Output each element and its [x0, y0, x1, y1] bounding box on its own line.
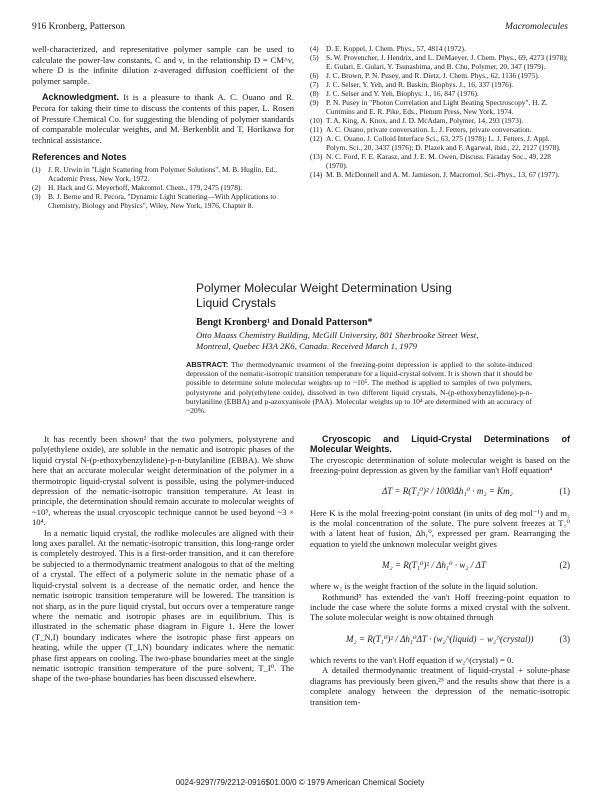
reference-text: P. N. Pusey in "Photon Correlation and Light Beating Spectroscopy", H. Z. Cummins and E. R. Pike, Eds., Plenum Press, New York, 1974. — [326, 98, 548, 116]
title-line-1: Polymer Molecular Weight Determination Using — [196, 281, 452, 295]
page-footer: 0024-9297/79/2212-0916$01.00/0 © 1979 American Chemical Society — [175, 778, 425, 787]
body-paragraph: The cryoscopic determination of solute molecular weight is based on the freezing-point depression as given by the familiar van't Hoff equation⁴ — [310, 454, 570, 476]
reference-item — [310, 44, 570, 53]
page-number-authors: 916 Kronberg, Patterson — [32, 22, 125, 32]
reference-item — [310, 80, 570, 89]
reference-number: (7) — [310, 80, 319, 89]
abstract — [186, 360, 532, 415]
authors: Bengt Kronberg¹ and Donald Patterson* — [196, 317, 373, 328]
reference-item — [310, 116, 570, 125]
running-header — [32, 22, 568, 36]
equation-3 — [310, 625, 570, 653]
reference-item — [310, 125, 570, 134]
body-paragraph: Here K is the molal freezing-point constant (in units of deg mol⁻¹) and m₂ is the molal concentration of the solute. The pure solvent freezes at T₁⁰ with a latent heat of fusion, Δh₁⁰, expressed per gram. Rearranging the equation to yield the unknown molecular weight gives — [310, 507, 570, 549]
carryover-text: well-characterized, and representative polymer sample can be used to calculate the power-law constants, C and ν, in the relationship D = CM^ν, where D is the infinite dilution z-averaged diffusion coefficient of the polymer sample. — [32, 44, 294, 86]
journal-name: Macromolecules — [505, 22, 568, 32]
reference-number: (1) — [32, 164, 41, 174]
acknowledgment — [32, 92, 294, 145]
reference-item — [310, 98, 570, 116]
ack-heading: Acknowledgment. — [42, 92, 120, 103]
reference-text: J. C. Selser, Y. Yeh, and R. Baskin, Biophys. J., 16, 337 (1976). — [326, 80, 514, 89]
reference-text: J. R. Urwin in "Light Scattering from Polymer Solutions", M. B. Huglin, Ed., Academic Press, New York, 1972. — [48, 164, 277, 183]
reference-number: (10) — [310, 116, 323, 125]
reference-number: (4) — [310, 44, 319, 53]
reference-text: T. A. King, A. Knox, and J. D. McAdam, Polymer, 14, 293 (1973). — [326, 116, 524, 125]
reference-text: A. C. Ouano, private conversation. L. J. Fetters, private conversation. — [326, 125, 532, 134]
reference-number: (8) — [310, 89, 319, 98]
reference-item — [310, 89, 570, 98]
reference-text: S. W. Provencher, J. Hendrix, and L. DeMaeyer, J. Chem. Phys., 69, 4273 (1978); E. Gulari, E. Gulari, Y. Tsunashima, and B. Chu, Polymer, 20, 347 (1979). — [326, 53, 568, 71]
reference-number: (2) — [32, 182, 41, 192]
reference-item — [310, 134, 570, 152]
top-left-column — [32, 44, 294, 210]
top-right-column — [310, 44, 570, 179]
reference-item — [32, 183, 294, 192]
equation-2 — [310, 551, 570, 579]
reference-number: (13) — [310, 152, 323, 161]
abstract-text: The thermodynamic treatment of the freezing-point depression is applied to the solute-induced depression of the nematic-isotropic transition temperature for a liquid-crystal solvent. It is shown that it should be possible to determine solute molecular weights up to ~10⁵. The method is applied to samples of two polymers, polystyrene and poly(ethylene oxide), dissolved in two different liquid crystals, N-(p-ethoxybenzylidene)-p-n-butylaniline (EBBA) and p-azoxyanisole (PAA). Molecular weights up to 10⁴ are determined with an accuracy of ~20%. — [186, 360, 533, 416]
equation-2-math: M₂ = R(T₁⁰)² / Δh₁⁰ · w₂ / ΔT — [382, 560, 486, 571]
reference-text: J. C. Selser and Y. Yeh, Biophys. J., 16, 847 (1976). — [326, 89, 479, 98]
body-paragraph: Rothmund⁵ has extended the van't Hoff freezing-point equation to include the case where the solute forms a mixed crystal with the solvent. The solute molecular weight is now obtained through — [310, 591, 570, 623]
reference-number: (3) — [32, 191, 41, 201]
reference-text: N. C. Ford, F. E. Karasz, and J. E. M. Owen, Discuss. Faraday Soc., 49, 228 (1970). — [326, 152, 552, 170]
reference-number: (6) — [310, 71, 319, 80]
body-paragraph: which reverts to the van't Hoff equation if w₂^(crystal) = 0. — [310, 654, 514, 665]
equation-1 — [310, 478, 570, 506]
body-paragraph: A detailed thermodynamic treatment of liquid-crystal + solute-phase diagrams has previously been given,²⁵ and the results show that there is a complete analogy between the depression of the nematic-isotropic transition tem- — [310, 665, 570, 707]
reference-text: D. E. Koppel, J. Chem. Phys., 57, 4814 (1972). — [326, 44, 466, 53]
body-right-column — [310, 434, 570, 707]
reference-item — [310, 170, 570, 179]
equation-3-number: (3) — [559, 633, 570, 644]
reference-text: B. J. Berne and R. Pecora, "Dynamic Light Scattering—With Applications to Chemistry, Biology and Physics", Wiley, New York, 1976, Chapter 8. — [48, 191, 277, 210]
references-left — [32, 165, 294, 210]
reference-number: (14) — [310, 170, 323, 179]
reference-text: J. C. Brown, P. N. Pusey, and R. Dietz, J. Chem. Phys., 62, 1136 (1975). — [326, 71, 540, 80]
reference-number: (12) — [310, 134, 323, 143]
body-paragraph: It has recently been shown² that the two polymers, polystyrene and poly(ethylene oxide), are soluble in the nematic and isotropic phases of the liquid crystal N-(p-ethoxybenzylidene)-p-n-butylaniline (EBBA). We show here that an accurate molecular weight determination of the polymer in a thermotropic liquid-crystal solvent is possible, using the polymer-induced depression of the nematic-isotropic transition temperature. At least in principle, the determination should remain accurate to molecular weights of ~10⁵, whereas the usual cryoscopic technique cannot be used beyond ~3 × 10⁴. — [32, 434, 294, 528]
equation-1-number: (1) — [559, 486, 570, 497]
body-left-column — [32, 434, 294, 684]
affil-line-1: Otto Maass Chemistry Building, McGill University, 801 Sherbrooke Street West, — [196, 330, 479, 340]
reference-item — [32, 165, 294, 183]
affil-line-2: Montreal, Quebec H3A 2K6, Canada. Received March 1, 1979 — [196, 341, 418, 351]
reference-number: (11) — [310, 125, 323, 134]
equation-3-math: M₂ = R(T₁⁰)² / Δh₁⁰ΔT · (w₂^(liquid) − w₂^(crystal)) — [346, 633, 534, 644]
ack-text: It is a pleasure to thank A. C. Ouano and R. Pecora for taking their time to discuss the contents of this paper, L. Rosen of Pressure Chemical Co. for suggesting the blending of polymer standards of comparable molecular weights, and M. Berkenblit and T. Horikawa for technical assistance. — [32, 92, 294, 145]
reference-text: H. Hack and G. Meyerhoff, Makromol. Chem., 179, 2475 (1978). — [48, 182, 243, 192]
equation-2-number: (2) — [559, 560, 570, 571]
article-title — [196, 281, 516, 311]
affiliation — [196, 330, 536, 352]
body-paragraph: In a nematic liquid crystal, the rodlike molecules are aligned with their long axes parallel. At the nematic-isotropic transition, this long-range order is completely destroyed. This is a first-order transition, and it can therefore be subjected to a thermodynamic treatment analogous to that of the melting of a crystal. The effect of a polymeric solute in the nematic phase of a liquid-crystal solvent is a decrease of the nematic order, and hence the nematic isotropic transition temperature will be lowered. The transition is not sharp, as in the pure liquid crystal, but occurs over a temperature range where the nematic and isotropic phases are in equilibrium. This is illustrated in the schematic phase diagram in Figure 1. Here the lower (T_N,I) boundary indicates where the isotropic phase first appears on heating, while the upper (T_I,N) boundary indicates where the nematic phase first appears on cooling. The two-phase boundaries meet at the single nematic isotropic transition temperature of the pure solvent, T_I⁰. The shape of the two-phase boundaries has been discussed elsewhere. — [32, 527, 294, 684]
reference-item — [310, 71, 570, 80]
equation-1-math: ΔT = R(T₁⁰)² / 1000Δh₁⁰ · m₂ = Km₂ — [382, 486, 513, 497]
reference-text: M. B. McDonnell and A. M. Jamieson, J. Macromol. Sci.-Phys., 13, 67 (1977). — [326, 170, 560, 179]
reference-number: (5) — [310, 53, 319, 62]
references-right — [310, 44, 570, 179]
body-paragraph: where w₂ is the weight fraction of the solute in the liquid solution. — [310, 581, 538, 592]
reference-item — [32, 192, 294, 210]
title-line-2: Liquid Crystals — [196, 296, 276, 310]
abstract-label: ABSTRACT: — [186, 360, 229, 369]
reference-text: A. C. Ouano, J. Colloid Interface Sci., 63, 275 (1978); L. J. Fetters, J. Appl. Polym. Sci., 20, 3437 (1976); D. Plazek and F. Agarwal, ibid., 22, 2127 (1978). — [326, 134, 561, 152]
reference-item — [310, 152, 570, 170]
reference-item — [310, 53, 570, 71]
section-heading: Cryoscopic and Liquid-Crystal Determinations of Molecular Weights. — [310, 434, 570, 455]
references-heading: References and Notes — [32, 152, 127, 163]
reference-number: (9) — [310, 98, 319, 107]
